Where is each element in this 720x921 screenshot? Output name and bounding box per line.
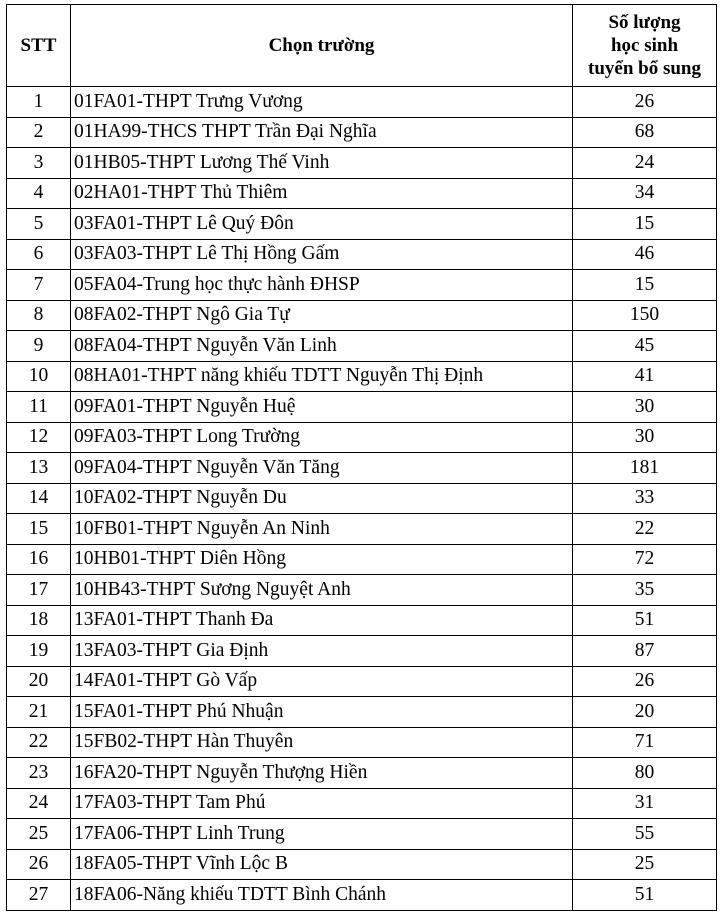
row-stt-cell: 9 <box>7 331 71 362</box>
row-stt-cell: 8 <box>7 300 71 331</box>
table-row <box>7 209 717 240</box>
row-stt-cell: 12 <box>7 422 71 453</box>
row-school-cell: 08FA04-THPT Nguyễn Văn Linh <box>71 331 573 362</box>
table-row <box>7 361 717 392</box>
school-quota-table <box>6 4 717 911</box>
document-page <box>6 4 716 915</box>
row-stt-cell: 11 <box>7 392 71 423</box>
row-quantity-cell: 20 <box>573 697 717 728</box>
row-stt-cell: 20 <box>7 666 71 697</box>
row-stt-cell: 3 <box>7 148 71 179</box>
table-header <box>7 5 717 87</box>
table-row <box>7 422 717 453</box>
row-stt-cell: 18 <box>7 605 71 636</box>
row-quantity-cell: 30 <box>573 392 717 423</box>
header-stt: STT <box>7 5 71 87</box>
row-quantity-cell: 24 <box>573 148 717 179</box>
row-school-cell: 08FA02-THPT Ngô Gia Tự <box>71 300 573 331</box>
row-quantity-cell: 31 <box>573 788 717 819</box>
row-school-cell: 13FA01-THPT Thanh Đa <box>71 605 573 636</box>
row-quantity-cell: 80 <box>573 758 717 789</box>
row-quantity-cell: 72 <box>573 544 717 575</box>
row-school-cell: 17FA03-THPT Tam Phú <box>71 788 573 819</box>
table-row <box>7 880 717 911</box>
row-stt-cell: 27 <box>7 880 71 911</box>
row-school-cell: 17FA06-THPT Linh Trung <box>71 819 573 850</box>
row-stt-cell: 7 <box>7 270 71 301</box>
row-school-cell: 10HB43-THPT Sương Nguyệt Anh <box>71 575 573 606</box>
row-school-cell: 10FA02-THPT Nguyễn Du <box>71 483 573 514</box>
row-stt-cell: 16 <box>7 544 71 575</box>
row-stt-cell: 14 <box>7 483 71 514</box>
table-row <box>7 117 717 148</box>
row-school-cell: 18FA05-THPT Vĩnh Lộc B <box>71 849 573 880</box>
row-quantity-cell: 51 <box>573 605 717 636</box>
row-stt-cell: 22 <box>7 727 71 758</box>
row-quantity-cell: 181 <box>573 453 717 484</box>
row-quantity-cell: 150 <box>573 300 717 331</box>
row-stt-cell: 17 <box>7 575 71 606</box>
table-row <box>7 270 717 301</box>
row-quantity-cell: 34 <box>573 178 717 209</box>
table-body <box>7 87 717 911</box>
row-school-cell: 15FB02-THPT Hàn Thuyên <box>71 727 573 758</box>
table-row <box>7 758 717 789</box>
table-row <box>7 87 717 118</box>
table-row <box>7 483 717 514</box>
row-quantity-cell: 55 <box>573 819 717 850</box>
row-stt-cell: 6 <box>7 239 71 270</box>
table-row <box>7 605 717 636</box>
row-stt-cell: 21 <box>7 697 71 728</box>
row-stt-cell: 26 <box>7 849 71 880</box>
row-quantity-cell: 15 <box>573 209 717 240</box>
table-row <box>7 148 717 179</box>
row-school-cell: 14FA01-THPT Gò Vấp <box>71 666 573 697</box>
row-school-cell: 01HB05-THPT Lương Thế Vinh <box>71 148 573 179</box>
row-quantity-cell: 26 <box>573 666 717 697</box>
row-stt-cell: 23 <box>7 758 71 789</box>
row-stt-cell: 24 <box>7 788 71 819</box>
row-school-cell: 01FA01-THPT Trưng Vương <box>71 87 573 118</box>
table-row <box>7 727 717 758</box>
row-school-cell: 16FA20-THPT Nguyễn Thượng Hiền <box>71 758 573 789</box>
row-school-cell: 13FA03-THPT Gia Định <box>71 636 573 667</box>
row-quantity-cell: 22 <box>573 514 717 545</box>
row-school-cell: 09FA03-THPT Long Trường <box>71 422 573 453</box>
row-quantity-cell: 51 <box>573 880 717 911</box>
row-quantity-cell: 71 <box>573 727 717 758</box>
row-school-cell: 03FA03-THPT Lê Thị Hồng Gấm <box>71 239 573 270</box>
row-school-cell: 10HB01-THPT Diên Hồng <box>71 544 573 575</box>
row-school-cell: 10FB01-THPT Nguyễn An Ninh <box>71 514 573 545</box>
header-row <box>7 5 717 87</box>
row-stt-cell: 25 <box>7 819 71 850</box>
table-row <box>7 697 717 728</box>
row-quantity-cell: 26 <box>573 87 717 118</box>
row-stt-cell: 2 <box>7 117 71 148</box>
row-quantity-cell: 68 <box>573 117 717 148</box>
header-quantity <box>573 5 717 87</box>
row-school-cell: 02HA01-THPT Thủ Thiêm <box>71 178 573 209</box>
row-school-cell: 03FA01-THPT Lê Quý Đôn <box>71 209 573 240</box>
row-stt-cell: 10 <box>7 361 71 392</box>
row-quantity-cell: 87 <box>573 636 717 667</box>
row-stt-cell: 1 <box>7 87 71 118</box>
table-row <box>7 636 717 667</box>
row-school-cell: 05FA04-Trung học thực hành ĐHSP <box>71 270 573 301</box>
table-row <box>7 514 717 545</box>
row-stt-cell: 4 <box>7 178 71 209</box>
table-row <box>7 392 717 423</box>
row-quantity-cell: 25 <box>573 849 717 880</box>
row-quantity-cell: 15 <box>573 270 717 301</box>
table-row <box>7 575 717 606</box>
table-row <box>7 453 717 484</box>
row-stt-cell: 15 <box>7 514 71 545</box>
row-quantity-cell: 35 <box>573 575 717 606</box>
header-quantity-line: Số lượng <box>608 12 681 33</box>
table-row <box>7 788 717 819</box>
row-school-cell: 09FA04-THPT Nguyễn Văn Tăng <box>71 453 573 484</box>
row-stt-cell: 19 <box>7 636 71 667</box>
table-row <box>7 849 717 880</box>
header-quantity-line: học sinh <box>610 35 679 56</box>
table-row <box>7 239 717 270</box>
table-row <box>7 819 717 850</box>
table-row <box>7 300 717 331</box>
row-stt-cell: 13 <box>7 453 71 484</box>
row-school-cell: 08HA01-THPT năng khiếu TDTT Nguyễn Thị Định <box>71 361 573 392</box>
row-quantity-cell: 46 <box>573 239 717 270</box>
table-row <box>7 544 717 575</box>
row-quantity-cell: 45 <box>573 331 717 362</box>
row-school-cell: 15FA01-THPT Phú Nhuận <box>71 697 573 728</box>
row-quantity-cell: 30 <box>573 422 717 453</box>
row-quantity-cell: 33 <box>573 483 717 514</box>
header-quantity-line: tuyển bổ sung <box>588 58 701 79</box>
row-school-cell: 09FA01-THPT Nguyễn Huệ <box>71 392 573 423</box>
table-row <box>7 178 717 209</box>
row-school-cell: 18FA06-Năng khiếu TDTT Bình Chánh <box>71 880 573 911</box>
row-quantity-cell: 41 <box>573 361 717 392</box>
row-stt-cell: 5 <box>7 209 71 240</box>
header-school: Chọn trường <box>71 5 573 87</box>
table-row <box>7 666 717 697</box>
table-row <box>7 331 717 362</box>
row-school-cell: 01HA99-THCS THPT Trần Đại Nghĩa <box>71 117 573 148</box>
